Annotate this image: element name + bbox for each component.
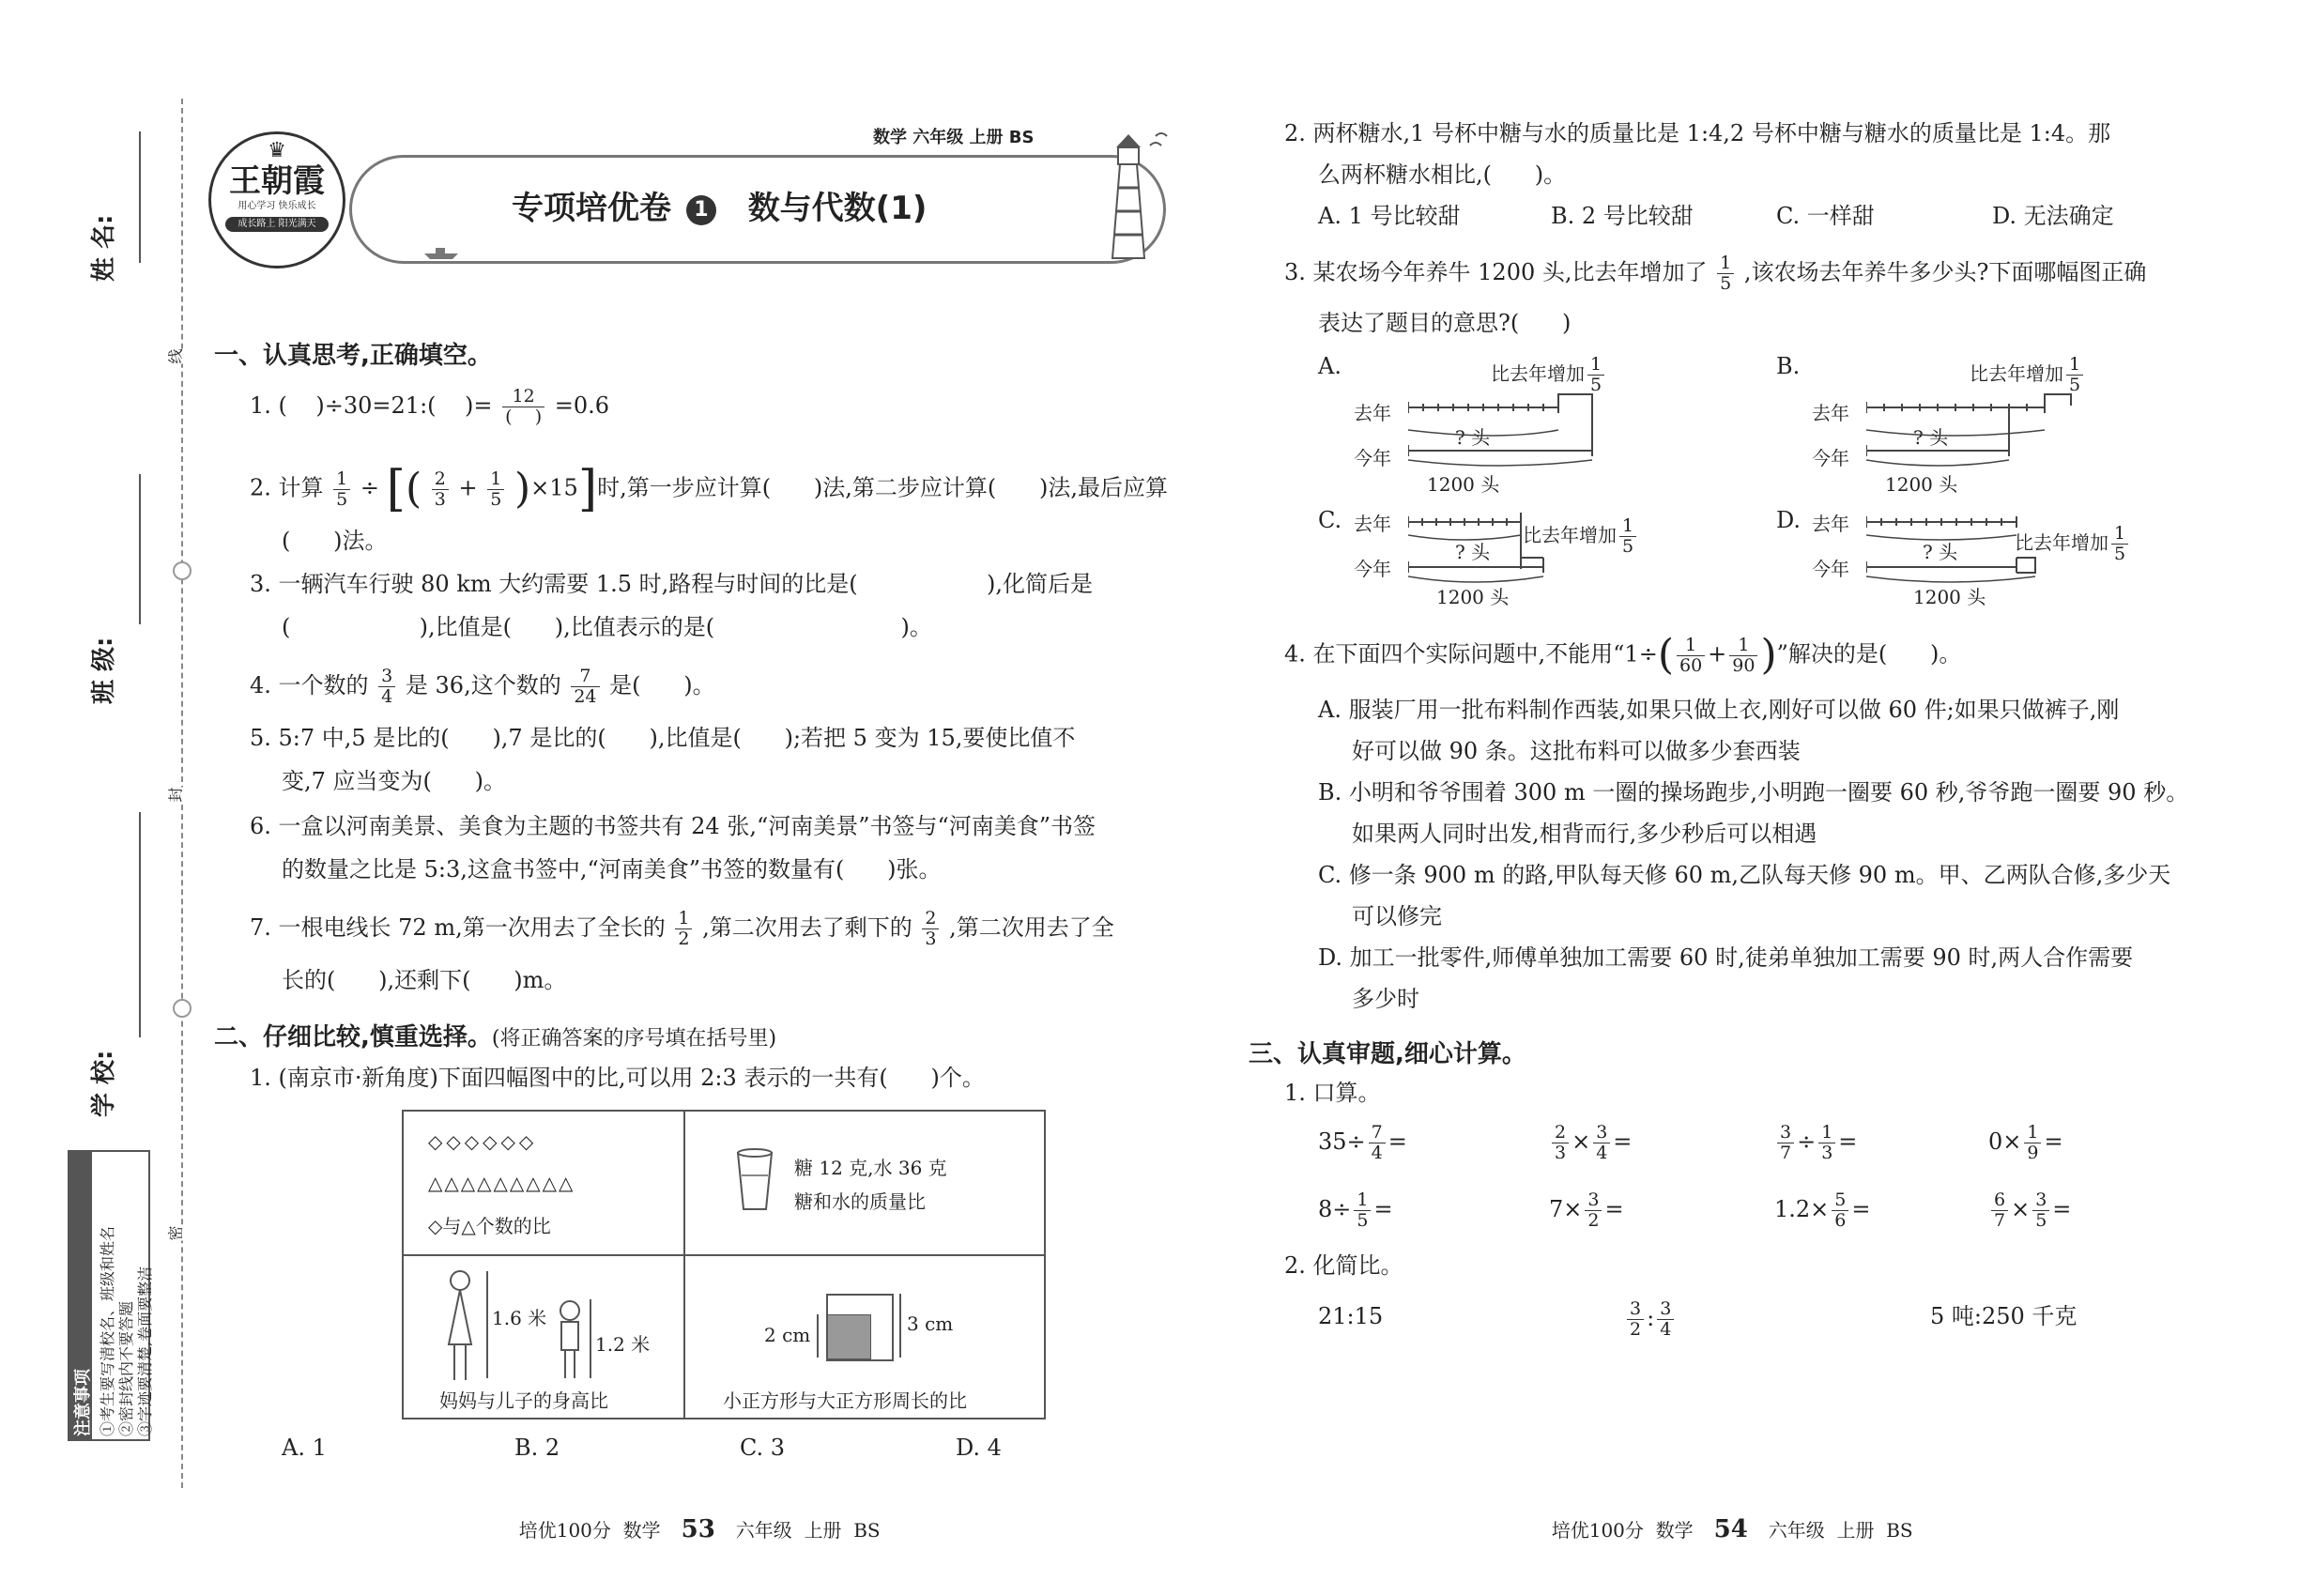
- s1-q7-c: ,第二次用去了全: [949, 914, 1114, 941]
- diagram-d-label: D.: [1776, 507, 1802, 533]
- s2-heading-note: (将正确答案的序号填在括号里): [491, 1027, 777, 1051]
- diagram-d-frac-num: 1: [2111, 524, 2128, 545]
- oral-frac-2-num: 1: [1818, 1123, 1835, 1143]
- oral-frac-1: [1832, 1190, 1848, 1231]
- s1-heading: 一、认真思考,正确填空。: [214, 342, 492, 370]
- simplify-b: [1624, 1299, 1677, 1340]
- s1-q4: [250, 667, 715, 707]
- diagram-b-frac-num: 1: [2066, 355, 2083, 376]
- s1-q4-c: 是( )。: [609, 672, 715, 698]
- footer-right-page: 54: [1713, 1515, 1748, 1543]
- oral-prefix: 8÷: [1318, 1196, 1352, 1222]
- diagram-a-last: 去年: [1354, 402, 1391, 424]
- oral-frac-1-den: 6: [1834, 1210, 1847, 1231]
- oral-op: ×: [1572, 1128, 1591, 1155]
- diagram-d-bars: [1866, 503, 2110, 597]
- oral-frac-2: [2032, 1190, 2049, 1231]
- oral-item-2: [1549, 1123, 1632, 1163]
- grid-box-2: [683, 1110, 1046, 1256]
- s1-q7-a: 7. 一根电线长 72 m,第一次用去了全长的: [250, 914, 666, 941]
- s1-q2-op1: ÷: [360, 474, 380, 501]
- diagram-a-total: 1200 头: [1427, 473, 1500, 496]
- oral-frac-2-num: 3: [2032, 1190, 2049, 1211]
- diagram-a-q: ? 头: [1455, 426, 1491, 449]
- s2-q4-option-b-l1[interactable]: B. 小明和爷爷围着 300 m 一圈的操场跑步,小明跑一圈要 60 秒,爷爷跑一圈要 90 秒。: [1318, 779, 2189, 806]
- s1-q4-f2-num: 7: [571, 667, 599, 687]
- class-field[interactable]: [139, 474, 141, 624]
- notice-item-1: ①考生要写清校名、班级和姓名: [99, 1225, 116, 1436]
- s1-q2-b: ×15: [530, 474, 578, 501]
- title-part-b: 数与代数(1): [747, 190, 928, 227]
- simplify-b-f2: [1657, 1299, 1674, 1340]
- oral-frac-1-num: 1: [1354, 1190, 1371, 1211]
- box1-diamonds: ◇◇◇◇◇◇: [428, 1130, 538, 1153]
- diagram-b-q: ? 头: [1913, 426, 1949, 449]
- son-figure-icon: [554, 1299, 586, 1380]
- s2-q4-b: ”解决的是( )。: [1776, 640, 1962, 668]
- diagram-c-this: 今年: [1354, 558, 1391, 580]
- big-side-label: 3 cm: [907, 1312, 954, 1335]
- class-label: 班 级:: [90, 637, 118, 704]
- seal-char-3: 密: [164, 1225, 186, 1240]
- oral-op: ÷: [1797, 1128, 1817, 1155]
- mother-height: 1.6 米: [492, 1307, 547, 1329]
- footer-right-b: 六年级 上册 BS: [1768, 1519, 1913, 1542]
- s2-q4-f2-num: 1: [1729, 636, 1757, 656]
- s2-q3-line2: 表达了题目的意思?( ): [1318, 310, 1572, 336]
- diagram-b-label: B.: [1776, 353, 1801, 379]
- s2-q4-a: 4. 在下面四个实际问题中,不能用“1÷: [1284, 640, 1658, 668]
- diagram-d-increase-text: 比去年增加: [2015, 531, 2108, 554]
- son-height-line: [590, 1299, 591, 1378]
- s1-q7-f1-den: 2: [678, 928, 690, 949]
- s1-q1-frac: [502, 387, 544, 427]
- s1-q6-line1: 6. 一盒以河南美景、美食为主题的书签共有 24 张,“河南美景”书签与“河南美食”书签: [250, 813, 1096, 839]
- s1-q6-line2: 的数量之比是 5:3,这盒书签中,“河南美食”书签的数量有( )张。: [282, 856, 942, 882]
- oral-item-1: [1318, 1123, 1407, 1163]
- box1-triangles: △△△△△△△△△: [428, 1172, 575, 1194]
- diagram-c-increase-text: 比去年增加: [1523, 524, 1617, 546]
- s2-q2-option-d[interactable]: D. 无法确定: [1992, 203, 2114, 229]
- brand-sub1: 用心学习 快乐成长: [238, 201, 316, 211]
- s1-q3-line2: ( ),比值是( ),比值表示的是( )。: [282, 614, 932, 640]
- brand-name: 王朝霞: [229, 162, 325, 200]
- s2-q3-frac-num: 1: [1717, 253, 1734, 274]
- s1-q4-a: 4. 一个数的: [250, 672, 369, 698]
- footer-left: [507, 1493, 881, 1543]
- binding-hole-1: [173, 561, 192, 580]
- diagram-b-frac-den: 5: [2069, 375, 2081, 395]
- oral-equals: =: [1851, 1196, 1871, 1222]
- s1-q2-a: 2. 计算: [250, 474, 324, 501]
- brand-crown-icon: ♛: [268, 139, 286, 162]
- oral-frac-1-den: 7: [1780, 1143, 1792, 1163]
- oral-frac-1-num: 5: [1832, 1190, 1848, 1211]
- oral-equals: =: [1373, 1196, 1393, 1222]
- mother-figure-icon: [441, 1269, 479, 1382]
- oral-frac-2-den: 3: [1821, 1143, 1833, 1163]
- header-meta: 数学 六年级 上册 BS: [873, 128, 1035, 147]
- oral-prefix: 0×: [1988, 1128, 2022, 1155]
- s1-q3-line1: 3. 一辆汽车行驶 80 km 大约需要 1.5 时,路程与时间的比是( ),化简后是: [250, 571, 1093, 597]
- diagram-d-this: 今年: [1812, 558, 1849, 580]
- s1-q2-f2-num: 2: [432, 469, 449, 490]
- s1-q2-bracket-open: [: [386, 461, 406, 517]
- diagram-d-frac-den: 5: [2114, 544, 2126, 564]
- s1-q1-b: =0.6: [554, 392, 610, 419]
- son-height: 1.2 米: [595, 1333, 651, 1356]
- title-part-a: 专项培优卷: [512, 190, 671, 227]
- oral-frac-1: [1552, 1123, 1569, 1163]
- s2-q4-f2: [1729, 636, 1757, 676]
- footer-right-a: 培优100分 数学: [1551, 1519, 1694, 1542]
- oral-prefix: 7×: [1549, 1196, 1583, 1222]
- s2-q4: [1284, 631, 1961, 680]
- simplify-b-f1-den: 2: [1630, 1319, 1642, 1340]
- oral-frac-2-num: 3: [1593, 1123, 1610, 1143]
- s2-q4-option-c-l2: 可以修完: [1352, 903, 1442, 929]
- diagram-d-frac: [2111, 524, 2128, 564]
- box4-caption: 小正方形与大正方形周长的比: [723, 1389, 967, 1412]
- diagram-c[interactable]: [1314, 503, 1671, 616]
- footer-right: [1540, 1493, 1913, 1543]
- diagram-c-last: 去年: [1354, 513, 1391, 535]
- simplify-b-f1: [1627, 1299, 1644, 1340]
- simplify-a: 21:15: [1318, 1303, 1384, 1329]
- oral-equals: =: [1838, 1128, 1858, 1155]
- oral-frac-1: [1777, 1123, 1794, 1163]
- s2-q4-option-a-l2: 好可以做 90 条。这批布料可以做多少套西装: [1352, 738, 1801, 764]
- s1-q7-line2: 长的( ),还剩下( )m。: [282, 967, 567, 993]
- oral-equals: =: [2052, 1196, 2072, 1222]
- s2-q1-option-b[interactable]: B. 2: [514, 1435, 560, 1461]
- lighthouse-icon: [1075, 127, 1178, 268]
- name-field[interactable]: [139, 131, 141, 263]
- diagram-b-increase-text: 比去年增加: [1970, 362, 2063, 385]
- diagram-c-bars: [1408, 503, 1633, 597]
- oral-frac-1-num: 1: [2024, 1123, 2041, 1143]
- oral-frac-2: [1818, 1123, 1835, 1163]
- ship-icon: [422, 246, 460, 261]
- s2-q4-option-c-l1[interactable]: C. 修一条 900 m 的路,甲队每天修 60 m,乙队每天修 90 m。甲、乙两队合修,多少天: [1318, 862, 2171, 888]
- s2-q3-frac-den: 5: [1720, 273, 1732, 294]
- diagram-c-total: 1200 头: [1436, 586, 1510, 608]
- oral-frac-1-num: 3: [1585, 1190, 1602, 1211]
- oral-frac-1: [1354, 1190, 1371, 1231]
- seal-char-2: 封: [164, 787, 186, 802]
- s2-q4-paren-open: (: [1657, 631, 1674, 679]
- oral-equals: =: [1604, 1196, 1624, 1222]
- diagram-a-label: A.: [1318, 353, 1342, 379]
- oral-prefix: 1.2×: [1774, 1196, 1830, 1222]
- box2-row1: 糖 12 克,水 36 克: [794, 1157, 947, 1179]
- s2-q3: [1284, 253, 2146, 294]
- diagram-a-bars: [1408, 387, 1633, 481]
- s1-q7-f1: [675, 909, 692, 949]
- s1-q2-f2: [432, 469, 449, 510]
- s2-q1-option-a[interactable]: A. 1: [282, 1435, 327, 1461]
- oral-item-6: [1549, 1190, 1624, 1231]
- s1-q2-f1: [333, 469, 350, 510]
- oral-frac-1-num: 6: [1991, 1190, 2008, 1211]
- diagram-a-increase-text: 比去年增加: [1491, 362, 1585, 385]
- s1-q2-f3-num: 1: [487, 469, 504, 490]
- s2-q1-option-c[interactable]: C. 3: [740, 1435, 786, 1461]
- diagram-c-label: C.: [1318, 507, 1342, 533]
- diagram-c-frac-den: 5: [1622, 536, 1634, 557]
- s1-q2-f2-den: 3: [434, 488, 446, 510]
- s1-q5-line1: 5. 5:7 中,5 是比的( ),7 是比的( ),比值是( );若把 5 变为 15,要使比值不: [250, 725, 1076, 751]
- seal-char-1: 线: [164, 348, 186, 363]
- oral-frac-1-den: 4: [1371, 1143, 1383, 1163]
- s1-q2-op2: +: [458, 474, 478, 501]
- diagram-a-frac-den: 5: [1590, 375, 1602, 395]
- oral-frac-1: [1369, 1123, 1386, 1163]
- s1-q4-f1-num: 3: [378, 667, 395, 687]
- s2-q4-option-b-l2: 如果两人同时出发,相背而行,多少秒后可以相遇: [1352, 821, 1817, 847]
- s3-q2-label: 2. 化简比。: [1284, 1252, 1403, 1279]
- oral-equals: =: [1613, 1128, 1633, 1155]
- s1-q4-f2: [571, 667, 599, 707]
- box3-caption: 妈妈与儿子的身高比: [439, 1389, 608, 1412]
- oral-item-5: [1318, 1190, 1393, 1231]
- oral-frac-1-num: 2: [1552, 1123, 1569, 1143]
- s1-q7-f1-num: 1: [675, 909, 692, 929]
- oral-frac-1-den: 3: [1555, 1143, 1567, 1163]
- s1-q2-paren-close: ): [514, 465, 531, 513]
- oral-frac-2: [1593, 1123, 1610, 1163]
- grid-box-1: [402, 1110, 685, 1256]
- s1-q7: [250, 909, 1114, 949]
- s2-q4-f2-den: 90: [1732, 654, 1756, 676]
- s1-q1-a: 1. ( )÷30=21:( )=: [250, 392, 493, 419]
- binding-hole-2: [173, 999, 192, 1018]
- s1-q5-line2: 变,7 应当变为( )。: [282, 768, 507, 794]
- oral-equals: =: [1388, 1128, 1407, 1155]
- notice-item-3: ③字迹要清楚,卷面要整洁: [136, 1266, 154, 1436]
- oral-item-8: [1988, 1190, 2071, 1231]
- s2-q4-option-a-l1[interactable]: A. 服装厂用一批布料制作西装,如果只做上衣,刚好可以做 60 件;如果只做裤子,刚: [1318, 697, 2120, 723]
- diagram-b-total: 1200 头: [1885, 473, 1958, 496]
- s2-q3-frac: [1717, 253, 1734, 294]
- diagram-d-total: 1200 头: [1913, 586, 1986, 608]
- oral-op: ×: [2011, 1196, 2031, 1222]
- oral-item-7: [1774, 1190, 1870, 1231]
- s1-q2-line2: ( )法。: [282, 528, 388, 554]
- oral-frac-1-den: 2: [1587, 1210, 1600, 1231]
- oral-frac-1-num: 3: [1777, 1123, 1794, 1143]
- oral-frac-2-den: 4: [1596, 1143, 1608, 1163]
- s2-q4-f1: [1677, 636, 1705, 676]
- name-label: 姓 名:: [90, 214, 118, 282]
- oral-frac-1-den: 7: [1994, 1210, 2006, 1231]
- diagram-d-last: 去年: [1812, 513, 1849, 535]
- s1-q2-bracket-close: ]: [577, 461, 598, 517]
- cup-icon: [734, 1147, 775, 1213]
- diagram-a[interactable]: [1314, 349, 1633, 499]
- s2-q2-line2: 么两杯糖水相比,( )。: [1318, 161, 1567, 188]
- s1-q4-f1: [378, 667, 395, 707]
- s1-q2-f1-den: 5: [336, 488, 348, 510]
- s2-q4-f1-num: 1: [1677, 636, 1705, 656]
- diagram-c-q: ? 头: [1455, 541, 1491, 563]
- page-title: [512, 186, 927, 231]
- s1-q7-f2: [922, 909, 939, 949]
- simplify-b-f2-num: 3: [1657, 1299, 1674, 1320]
- oral-frac-1: [2024, 1123, 2041, 1163]
- oral-frac-1-den: 9: [2027, 1143, 2039, 1163]
- s2-q2-option-b[interactable]: B. 2 号比较甜: [1551, 203, 1694, 229]
- grid-box-4: [683, 1254, 1046, 1420]
- big-square: [826, 1294, 894, 1361]
- s1-q7-f2-den: 3: [925, 928, 937, 949]
- oral-frac-1-den: 5: [1357, 1210, 1369, 1231]
- diagram-b-last: 去年: [1812, 402, 1849, 424]
- big-side-line: [899, 1294, 901, 1358]
- simplify-b-colon: :: [1647, 1305, 1655, 1331]
- diagram-d[interactable]: [1772, 503, 2148, 616]
- box2-row2: 糖和水的质量比: [794, 1190, 926, 1213]
- s2-q3-a: 3. 某农场今年养牛 1200 头,比去年增加了: [1284, 259, 1708, 285]
- oral-frac-1: [1991, 1190, 2008, 1231]
- s2-heading-row: [214, 1018, 776, 1052]
- s3-q1-label: 1. 口算。: [1284, 1080, 1381, 1106]
- s1-q4-b: 是 36,这个数的: [405, 672, 561, 698]
- s1-q4-f1-den: 4: [381, 686, 393, 707]
- brand-badge: [208, 131, 345, 269]
- s2-q4-option-d-l1[interactable]: D. 加工一批零件,师傅单独加工需要 60 时,徒弟单独加工需要 90 时,两人合作需要: [1318, 944, 2134, 971]
- s2-q1-text: 1. (南京市·新角度)下面四幅图中的比,可以用 2:3 表示的一共有( )个。: [250, 1065, 985, 1091]
- brand-sub2: 成长路上 阳光满天: [225, 217, 329, 232]
- s2-q4-paren-close: ): [1760, 631, 1777, 679]
- oral-prefix: 35÷: [1318, 1128, 1366, 1155]
- s1-q2-paren-open: (: [405, 465, 422, 513]
- s1-q1-den: ( ): [505, 407, 543, 427]
- s2-q2-option-c[interactable]: C. 一样甜: [1776, 203, 1875, 229]
- small-side-label: 2 cm: [764, 1324, 811, 1346]
- oral-frac-2-den: 5: [2035, 1210, 2047, 1231]
- grid-box-3: [402, 1254, 685, 1420]
- s2-q3-b: ,该农场去年养牛多少头?下面哪幅图正确: [1743, 259, 2147, 285]
- footer-left-a: 培优100分 数学: [518, 1519, 661, 1542]
- s2-heading: 二、仔细比较,慎重选择。: [214, 1023, 492, 1051]
- oral-item-4: [1988, 1123, 2063, 1163]
- oral-equals: =: [2044, 1128, 2063, 1155]
- s3-heading: 三、认真审题,细心计算。: [1249, 1040, 1526, 1068]
- s2-q2-line1: 2. 两杯糖水,1 号杯中糖与水的质量比是 1:4,2 号杯中糖与糖水的质量比是 1:4。那: [1284, 120, 2111, 146]
- s1-q7-b: ,第二次用去了剩下的: [702, 914, 912, 941]
- s2-q4-f1-den: 60: [1679, 654, 1703, 676]
- oral-frac-1: [1585, 1190, 1602, 1231]
- s1-q2: [250, 461, 1168, 517]
- s2-q4-option-d-l2: 多少时: [1352, 986, 1419, 1012]
- diagram-b-bars: [1866, 387, 2092, 481]
- s1-q2-f3-den: 5: [490, 488, 502, 510]
- s1-q1-num: 12: [502, 387, 544, 407]
- title-number-badge: 1: [686, 195, 716, 225]
- s1-q2-c: 时,第一步应计算( )法,第二步应计算( )法,最后应算: [597, 474, 1168, 501]
- diagram-c-frac-num: 1: [1619, 516, 1636, 537]
- diagram-b-this: 今年: [1812, 447, 1849, 469]
- simplify-b-f1-num: 3: [1627, 1299, 1644, 1320]
- s1-q2-f1-num: 1: [333, 469, 350, 490]
- diagram-b[interactable]: [1772, 349, 2092, 499]
- notice-title: 注意事项: [73, 1369, 93, 1436]
- diagram-d-q: ? 头: [1923, 541, 1958, 563]
- s1-q1: [250, 387, 609, 427]
- diagram-a-this: 今年: [1354, 447, 1391, 469]
- box1-caption: ◇与△个数的比: [428, 1215, 551, 1237]
- diagram-a-frac-num: 1: [1587, 355, 1604, 376]
- simplify-b-f2-den: 4: [1660, 1319, 1672, 1340]
- s2-q4-op: +: [1708, 640, 1727, 668]
- notice-item-2: ②密封线内不要答题: [117, 1300, 135, 1436]
- small-side-line: [817, 1314, 819, 1358]
- s1-q2-f3: [487, 469, 504, 510]
- simplify-c: 5 吨:250 千克: [1930, 1303, 2078, 1329]
- s1-q4-f2-den: 24: [574, 686, 597, 707]
- footer-left-b: 六年级 上册 BS: [735, 1519, 881, 1542]
- footer-left-page: 53: [681, 1515, 715, 1543]
- mother-height-line: [486, 1271, 488, 1378]
- s1-q7-f2-num: 2: [922, 909, 939, 929]
- school-field[interactable]: [139, 812, 141, 1037]
- s2-q1-option-d[interactable]: D. 4: [956, 1435, 1002, 1461]
- oral-item-3: [1774, 1123, 1857, 1163]
- oral-frac-1-num: 7: [1369, 1123, 1386, 1143]
- s2-q2-option-a[interactable]: A. 1 号比较甜: [1318, 203, 1461, 229]
- school-label: 学 校:: [90, 1050, 118, 1117]
